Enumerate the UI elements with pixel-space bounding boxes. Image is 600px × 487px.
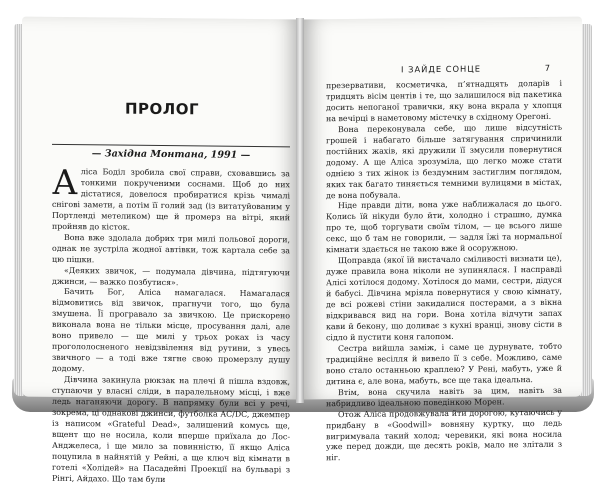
paragraph: Сестра вийшла заміж, і саме це дурнувате, тобто традиційне весілля й вивело її з себе. Можливо, саме воно стало останньою краплею? У Рені, мабуть, уже й дитина є, але вона, мабуть, все ще така ідеальна. — [326, 341, 562, 386]
paragraph: Отож Аліса продовжувала йти дорогою, кутаючись у придбану в «Goodwill» вовняну куртку, що ледь вигримувала такий холод; черевики, які вона носила уже перед дожди, ще десять років, мало не злітали з ніг. — [326, 407, 562, 463]
chapter-subtitle: — Західна Монтана, 1991 — — [91, 148, 251, 161]
subtitle-rule — [52, 144, 290, 147]
chapter-title: ПРОЛОГ — [124, 99, 200, 119]
right-page-text — [326, 79, 562, 465]
paragraph: Ніде правди діти, вона уже наближалася до цього. Колись їй нікуди було йти, холодно і страшно, думка про те, щоб торгувати своїм тілом, — це всього лише секс, що б там не говорили, — задля їжі та нормальної кімнати здається не такою вже й осоружною. — [326, 199, 562, 255]
paragraph: Втім, вона скучила навіть за цим, навіть за набридливо ідеальною поведінкою Морен. — [326, 385, 562, 408]
paragraph: Вона переконувала себе, що лише відсутність грошей і набагато більше затягування спричинили постійних жахів, які дружили її змусили повернутися додому. А ще Аліса зрозуміла, що легко може стати однією з тих жінок із бездумним застиглим поглядом, яких так багато тиняється темними вулицями в містах, де вона побувала. — [326, 122, 562, 200]
paragraph: «Деяких звичок, — подумала дівчина, підтягуючи джинси, — важко позбутися». — [52, 265, 290, 287]
paragraph: презервативи, косметичка, п’ятнадцять доларів і тридцять вісім центів і те, що залишилося від пакетика досить непоганої травички, яку вона вкрала у хлопця на вечірці в наметовому містечку в східному Орегоні. — [326, 78, 562, 124]
paragraph: Вона вже здолала добрих три милі польової дороги, однак не зустріла жодної автівки, тож картала себе за цю пішки. — [52, 232, 290, 264]
drop-cap: А — [52, 162, 78, 204]
page-number: 7 — [544, 62, 550, 73]
paragraph: Бачить Бог, Аліса намагалася. Намагалася відмовитись від звичок, прагнучи того, що була змушена. Її програвало за звичкою. Це прискорено виконала вона не тільки місце, просування далі, але воно привело — ще милі у трьох роках із часу прогололосненого невідзвілення від рутини, з увесь звичного — а тоді вже тягне свою промерзлу душу додому. — [52, 287, 290, 374]
paragraph: Аліса Боділ зробила свої справи, сховавшись за тонкими покрученими соснами. Щоб до них дістатися, довелося пробиратися крізь чималі снігові замети, а потім її голий зад (із витатуйованим у Портленді метеликом) ще й промерз на вітрі, який пройняв до кісток. — [52, 162, 290, 232]
book-spine — [296, 18, 304, 403]
running-head: І ЗАЙДЕ СОНЦЕ — [401, 63, 481, 75]
left-page-text — [52, 162, 290, 487]
left-page — [22, 17, 302, 484]
paragraph: Щоправда (якої їй вистачало сміливості визнати це), дуже правила вона ніколи не зупинялася. І насправді Алісі хотілося додому. Хотілося до мами, сестри, дідуся й бабусі. Дівчина мріяла повернутися у свою кімнату, де всі рожеві стіни закидалися постерами, а з вікна відкривався вид на гори. Вона хотіла відчути запах кави й бекону, що доливає з кухні вранці, знову сісти в сідло й пустити коня галопом. — [326, 253, 562, 343]
right-page — [300, 17, 582, 463]
paragraph: Дівчина закинула рюкзак на плечі й пішла вздовж, ступаючи у власні сліди, в паралельному місці, і вже ледь наганяючи дорогу. В напрямку були всі у речі, зокрема, ці однакові джинси, футболка AC/DC, джемпер із написом «Grateful Dead», залишений комусь ще, вщент що не носила, коли вперше приїхала до Лос-Анджелеса, і ще мило за повинністю, її якщо Аліса поцупила в найнятій у Рейні, а ще ключ від кімнати в готелі «Холідей» на Пасадейні Проекції на бульварі з Рінгі, Айдахо. Що там були — [52, 375, 290, 484]
